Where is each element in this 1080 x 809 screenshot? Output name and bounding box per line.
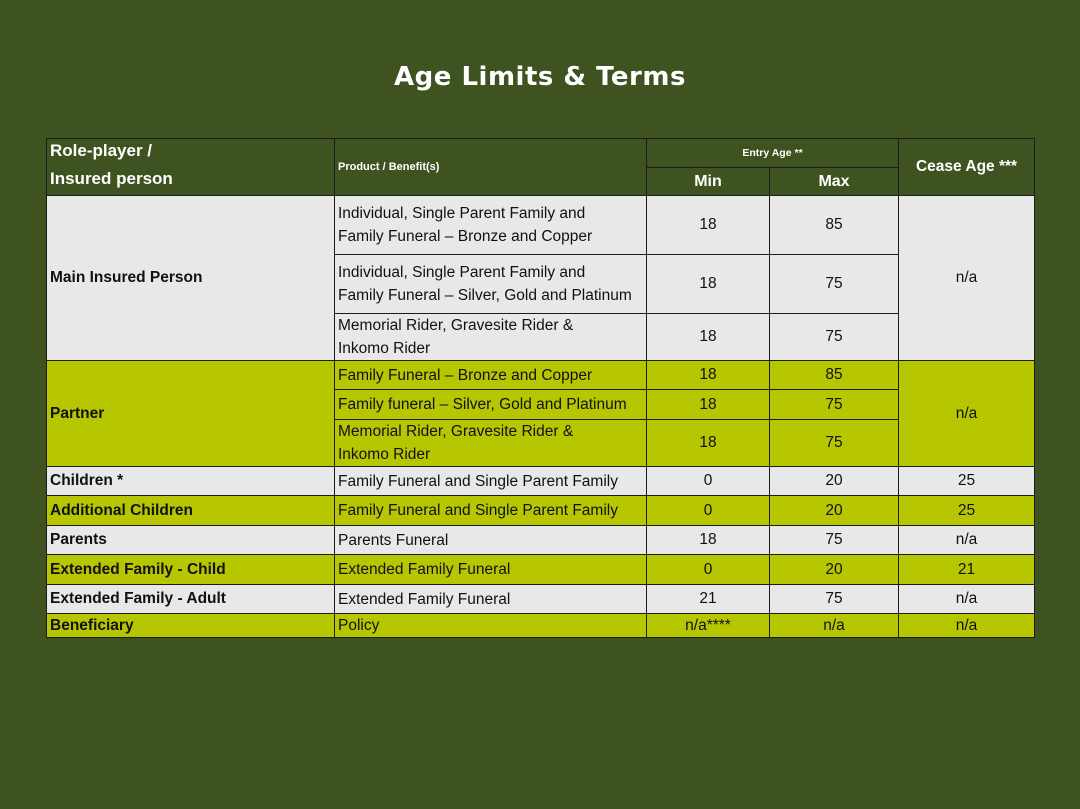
role-cell: Children * xyxy=(47,467,335,496)
product-line: Memorial Rider, Gravesite Rider & xyxy=(338,423,574,440)
table-row xyxy=(47,467,1035,496)
role-cell: Beneficiary xyxy=(47,614,335,638)
product-line: Memorial Rider, Gravesite Rider & xyxy=(338,317,574,334)
min-cell: n/a**** xyxy=(647,614,770,638)
cease-cell: n/a xyxy=(899,526,1035,555)
table-row xyxy=(47,614,1035,638)
product-cell: Family Funeral and Single Parent Family xyxy=(335,467,647,496)
table-row xyxy=(47,196,1035,255)
min-cell: 0 xyxy=(647,496,770,526)
age-limits-table xyxy=(46,138,1035,638)
max-cell: 75 xyxy=(770,255,899,314)
cease-cell: 25 xyxy=(899,467,1035,496)
role-player-header xyxy=(47,139,335,196)
product-cell xyxy=(335,420,647,467)
product-cell xyxy=(335,314,647,361)
role-cell: Extended Family - Adult xyxy=(47,585,335,614)
min-cell: 18 xyxy=(647,390,770,420)
product-line: Family Funeral – Silver, Gold and Platinum xyxy=(338,287,632,304)
max-cell: 75 xyxy=(770,314,899,361)
cease-cell: 21 xyxy=(899,555,1035,585)
min-cell: 21 xyxy=(647,585,770,614)
entry-age-header: Entry Age ** xyxy=(647,139,899,168)
product-line: Family Funeral – Bronze and Copper xyxy=(338,228,593,245)
max-cell: 20 xyxy=(770,496,899,526)
min-cell: 18 xyxy=(647,314,770,361)
product-cell: Family funeral – Silver, Gold and Platinum xyxy=(335,390,647,420)
cease-cell: n/a xyxy=(899,361,1035,467)
role-cell: Extended Family - Child xyxy=(47,555,335,585)
min-header: Min xyxy=(647,168,770,196)
table-row xyxy=(47,585,1035,614)
product-line: Individual, Single Parent Family and xyxy=(338,264,586,281)
min-cell: 18 xyxy=(647,420,770,467)
role-cell: Additional Children xyxy=(47,496,335,526)
max-header: Max xyxy=(770,168,899,196)
role-cell: Main Insured Person xyxy=(47,196,335,361)
role-cell: Parents xyxy=(47,526,335,555)
product-line: Inkomo Rider xyxy=(338,340,431,357)
max-cell: 75 xyxy=(770,420,899,467)
product-cell: Family Funeral and Single Parent Family xyxy=(335,496,647,526)
min-cell: 18 xyxy=(647,526,770,555)
max-cell: 20 xyxy=(770,555,899,585)
max-cell: n/a xyxy=(770,614,899,638)
role-header-line1: Role-player / xyxy=(50,141,153,160)
header-row xyxy=(47,139,1035,168)
max-cell: 75 xyxy=(770,526,899,555)
max-cell: 75 xyxy=(770,585,899,614)
min-cell: 18 xyxy=(647,361,770,390)
product-cell xyxy=(335,196,647,255)
table-row xyxy=(47,496,1035,526)
min-cell: 18 xyxy=(647,255,770,314)
product-header: Product / Benefit(s) xyxy=(335,139,647,196)
product-cell: Extended Family Funeral xyxy=(335,555,647,585)
cease-cell: 25 xyxy=(899,496,1035,526)
role-cell: Partner xyxy=(47,361,335,467)
table-row xyxy=(47,526,1035,555)
max-cell: 75 xyxy=(770,390,899,420)
table-row xyxy=(47,555,1035,585)
product-cell: Extended Family Funeral xyxy=(335,585,647,614)
cease-cell: n/a xyxy=(899,585,1035,614)
min-cell: 18 xyxy=(647,196,770,255)
max-cell: 85 xyxy=(770,196,899,255)
product-cell: Parents Funeral xyxy=(335,526,647,555)
role-header-line2: Insured person xyxy=(50,169,173,188)
product-cell xyxy=(335,255,647,314)
page-title: Age Limits & Terms xyxy=(394,62,686,92)
cease-cell: n/a xyxy=(899,614,1035,638)
cease-cell: n/a xyxy=(899,196,1035,361)
product-cell: Family Funeral – Bronze and Copper xyxy=(335,361,647,390)
product-line: Individual, Single Parent Family and xyxy=(338,205,586,222)
product-cell: Policy xyxy=(335,614,647,638)
cease-age-header: Cease Age *** xyxy=(899,139,1035,196)
max-cell: 85 xyxy=(770,361,899,390)
min-cell: 0 xyxy=(647,467,770,496)
table-row xyxy=(47,361,1035,390)
product-line: Inkomo Rider xyxy=(338,446,431,463)
min-cell: 0 xyxy=(647,555,770,585)
max-cell: 20 xyxy=(770,467,899,496)
